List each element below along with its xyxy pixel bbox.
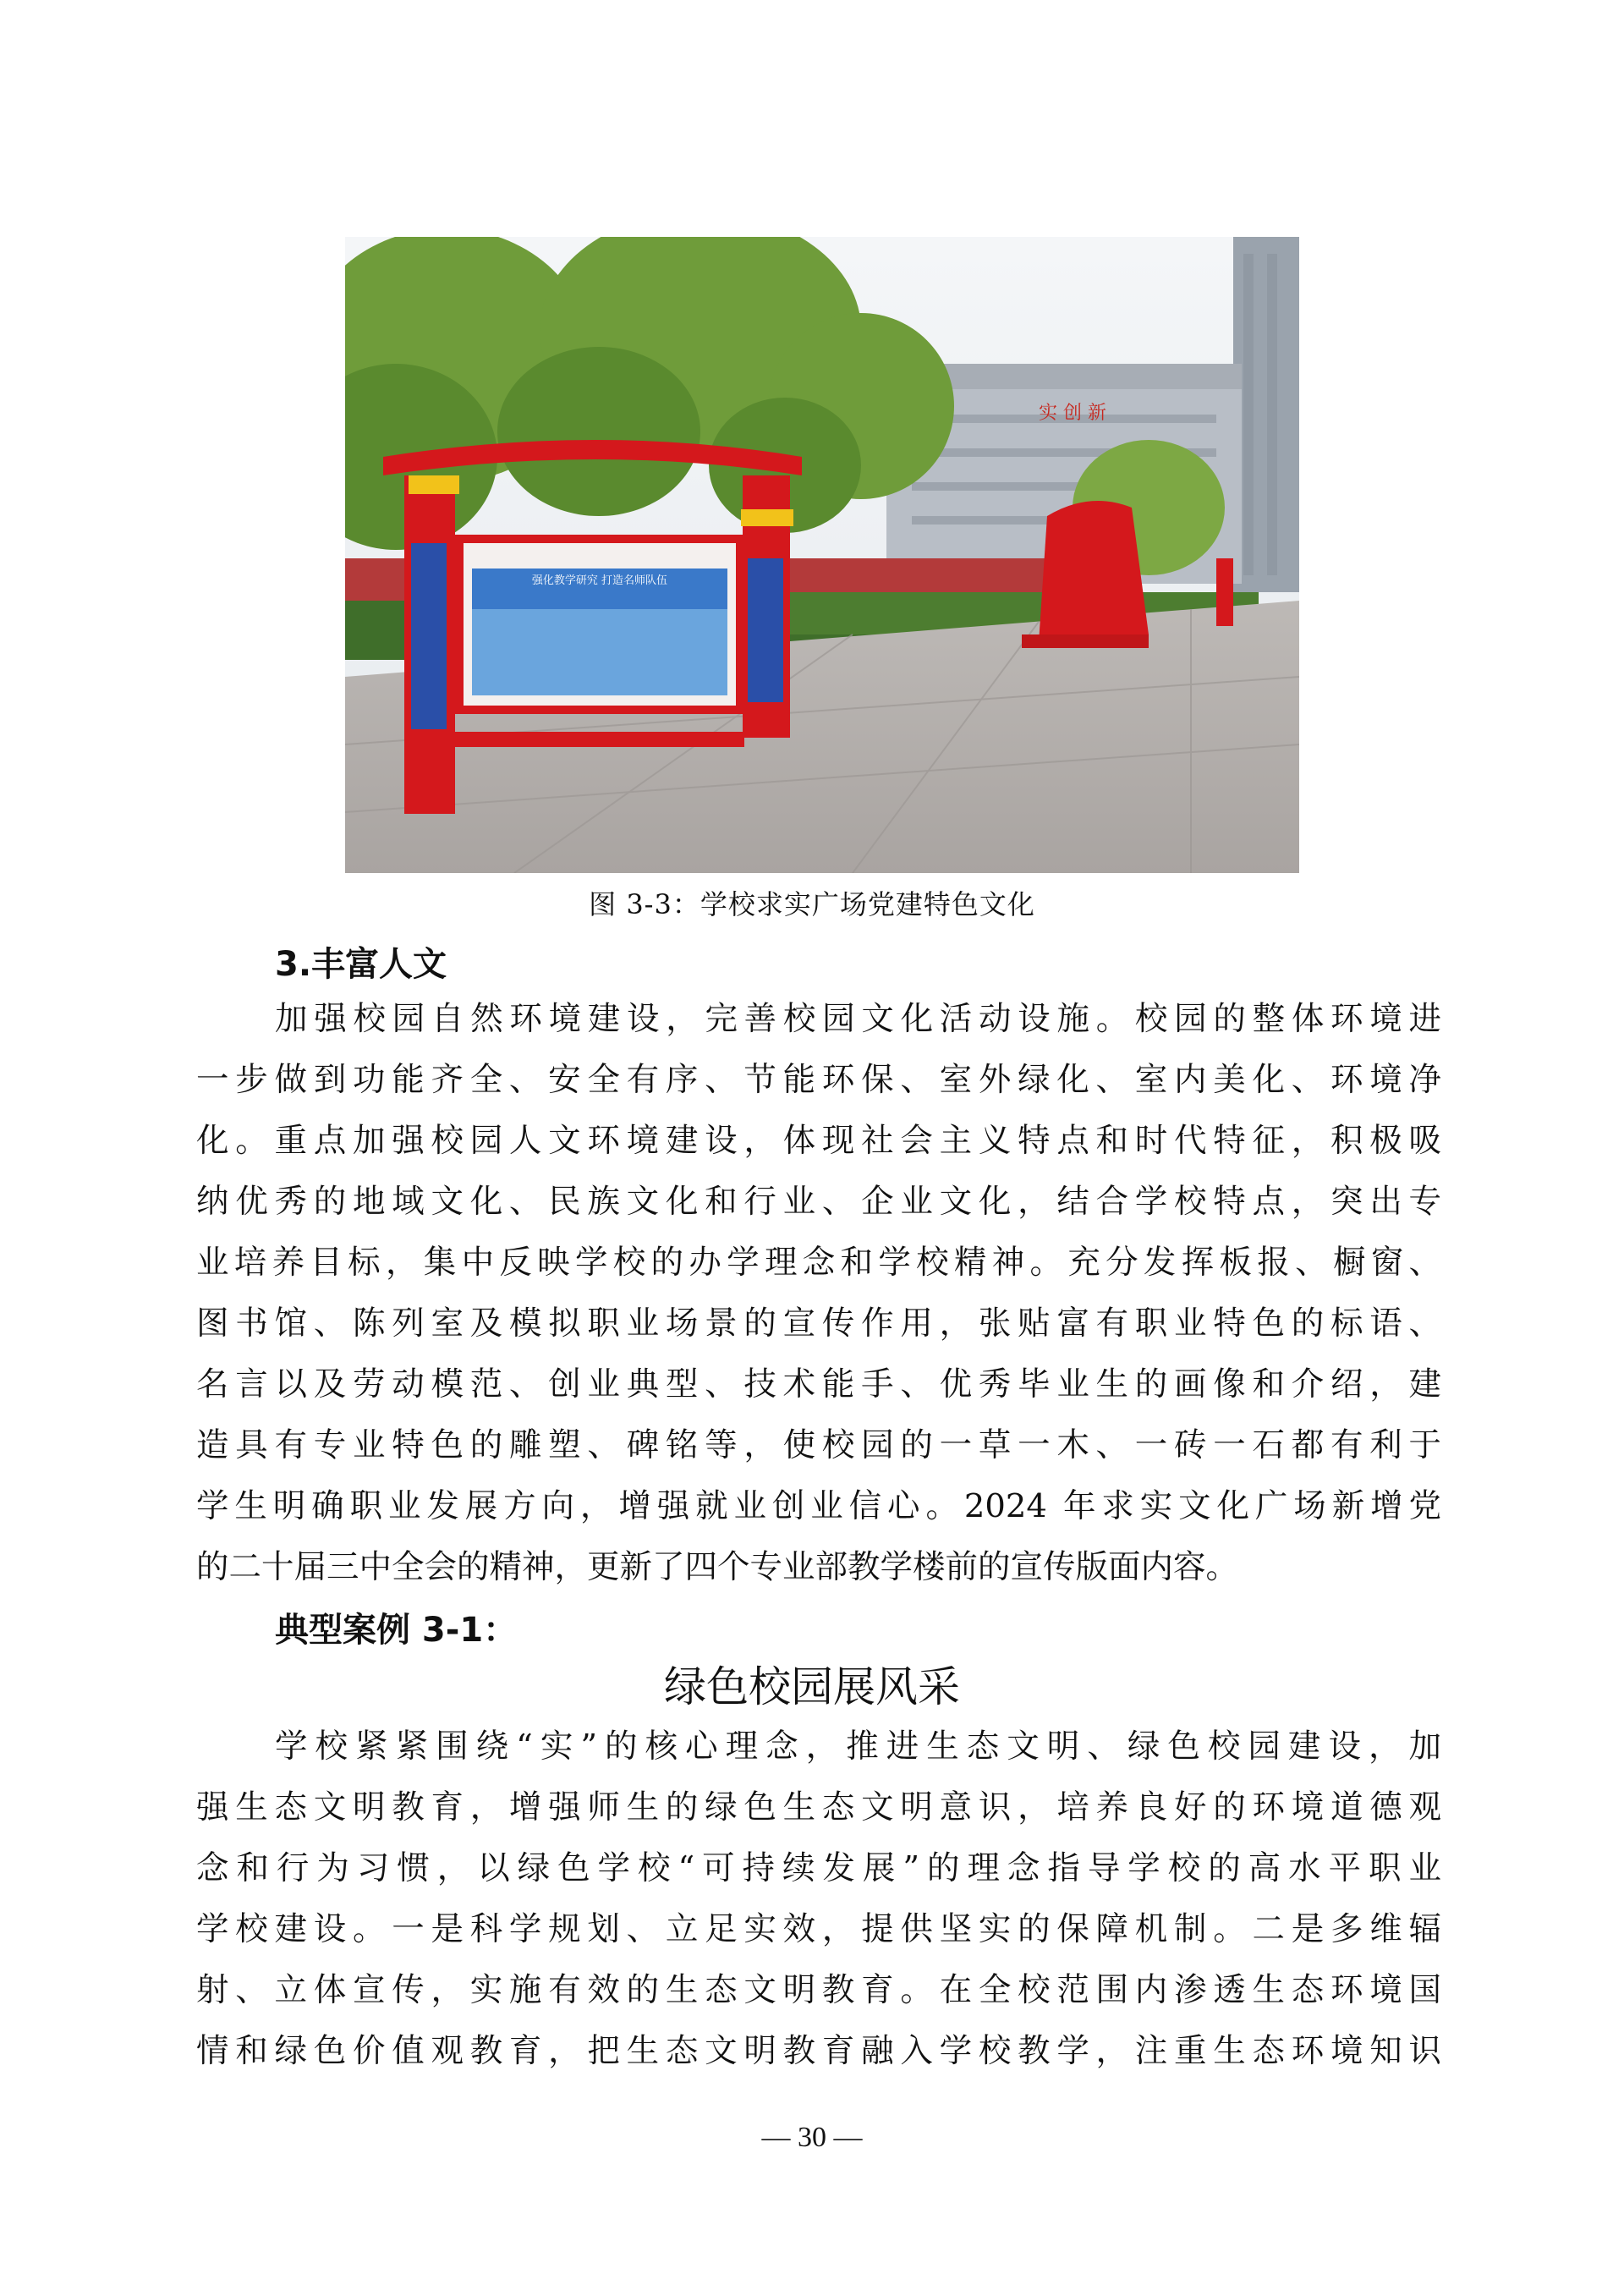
campus-plaza-photo [345, 237, 1299, 873]
paragraph-line: 化。重点加强校园人文环境建设，体现社会主义特点和时代特征，积极吸 [196, 1122, 1441, 1160]
case-title: 绿色校园展风采 [664, 1662, 960, 1711]
paragraph-line: 情和绿色价值观教育，把生态文明教育融入学校教学，注重生态环境知识 [196, 2032, 1441, 2070]
paragraph-line: 念和行为习惯，以绿色学校“可持续发展”的理念指导学校的高水平职业 [196, 1849, 1441, 1887]
figure-caption: 图 3-3：学校求实广场党建特色文化 [589, 888, 1035, 920]
page-number: — 30 — [761, 2122, 863, 2153]
case-label: 典型案例 3-1： [275, 1611, 518, 1650]
paragraph-line: 名言以及劳动模范、创业典型、技术能手、优秀毕业生的画像和介绍，建 [196, 1365, 1441, 1403]
paragraph-line: 射、立体宣传，实施有效的生态文明教育。在全校范围内渗透生态环境国 [196, 1971, 1441, 2009]
paragraph-line: 学校建设。一是科学规划、立足实效，提供坚实的保障机制。二是多维辐 [196, 1910, 1441, 1948]
paragraph-line: 一步做到功能齐全、安全有序、节能环保、室外绿化、室内美化、环境净 [196, 1061, 1441, 1099]
building-sign: 实 创 新 [1039, 403, 1106, 424]
paragraph-line: 学生明确职业发展方向，增强就业创业信心。2024 年求实文化广场新增党 [196, 1487, 1441, 1525]
paragraph-line: 强生态文明教育，增强师生的绿色生态文明意识，培养良好的环境道德观 [196, 1788, 1441, 1826]
paragraph-line: 造具有专业特色的雕塑、碑铭等，使校园的一草一木、一砖一石都有利于 [196, 1426, 1441, 1464]
paragraph-line: 图书馆、陈列室及模拟职业场景的宣传作用，张贴富有职业特色的标语、 [196, 1305, 1441, 1343]
paragraph-line: 的二十届三中全会的精神，更新了四个专业部教学楼前的宣传版面内容。 [196, 1548, 1239, 1586]
paragraph-line: 加强校园自然环境建设，完善校园文化活动设施。校园的整体环境进 [275, 1000, 1441, 1038]
paragraph-line: 纳优秀的地域文化、民族文化和行业、企业文化，结合学校特点，突出专 [196, 1183, 1441, 1221]
paragraph-line: 学校紧紧围绕“实”的核心理念，推进生态文明、绿色校园建设，加 [275, 1727, 1441, 1766]
section-heading: 3.丰富人文 [275, 945, 447, 984]
paragraph-line: 业培养目标，集中反映学校的办学理念和学校精神。充分发挥板报、橱窗、 [196, 1244, 1441, 1282]
board-headline: 强化教学研究 打造名师队伍 [531, 574, 668, 587]
